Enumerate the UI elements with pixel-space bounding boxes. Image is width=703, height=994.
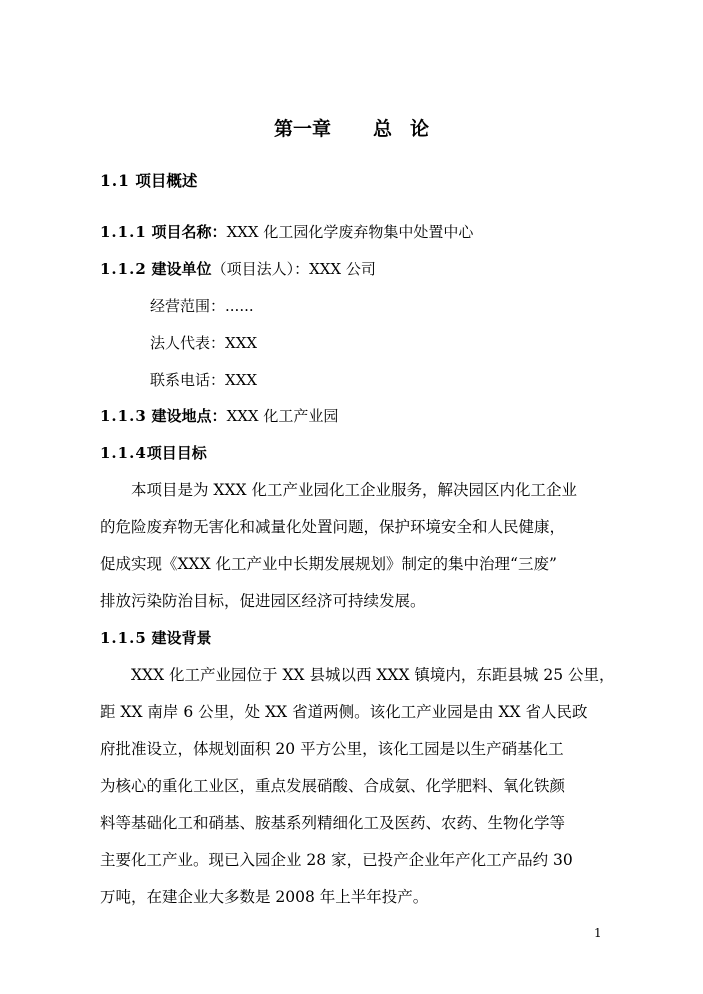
construction-location-line: 1.1.3 建设地点：XXX 化工产业园: [100, 407, 339, 425]
legal-representative-line: [150, 333, 257, 353]
goal-paragraph-line: 排放污染防治目标，促进园区经济可持续发展。: [100, 592, 426, 610]
legal-representative-label: 法人代表：: [150, 334, 226, 352]
background-paragraph-line: 距 XX 南岸 6 公里，处 XX 省道两侧。该化工产业园是由 XX 省人民政: [100, 703, 588, 721]
contact-phone-value: XXX: [225, 371, 258, 389]
background-paragraph-line: 府批准设立，体规划面积 20 平方公里，该化工园是以生产硝基化工: [100, 740, 564, 758]
background-paragraph-line: 主要化工产业。现已入园企业 28 家，已投产企业年产化工产品约 30: [100, 851, 573, 869]
project-name-label: 项目名称：: [151, 223, 227, 241]
goal-paragraph-line: 的危险废弃物无害化和减量化处置问题，保护环境安全和人民健康，: [100, 518, 566, 536]
background-paragraph-line: 万吨，在建企业大多数是 2008 年上半年投产。: [100, 888, 429, 906]
construction-unit-label: 建设单位: [151, 260, 212, 278]
legal-representative-value: XXX: [225, 334, 258, 352]
business-scope-label: 经营范围：: [150, 297, 226, 315]
construction-unit-line: 1.1.2 建设单位（项目法人）：XXX 公司: [100, 260, 376, 278]
section-heading-1-1: 1.1 项目概述: [100, 171, 198, 190]
construction-location-value: XXX 化工产业园: [226, 407, 339, 425]
chapter-title: [0, 114, 703, 141]
background-paragraph-line: 料等基础化工和硝基、胺基系列精细化工及医药、农药、生物化学等: [100, 814, 566, 832]
chapter-number: 第一章: [273, 118, 331, 140]
goal-paragraph-line: 促成实现《XXX 化工产业中长期发展规划》制定的集中治理“三废”: [100, 555, 557, 573]
construction-unit-value: （项目法人）：XXX 公司: [211, 260, 376, 278]
goal-paragraph-line: 本项目是为 XXX 化工产业园化工企业服务，解决园区内化工企业: [131, 481, 577, 499]
background-paragraph-line: XXX 化工产业园位于 XX 县城以西 XXX 镇境内，东距县城 25 公里，: [131, 666, 615, 684]
contact-phone-label: 联系电话：: [150, 371, 226, 389]
chapter-title-char-2: 论: [410, 118, 430, 140]
project-goal-heading: 1.1.4项目目标: [100, 444, 207, 462]
business-scope-line: [150, 296, 254, 316]
project-name-line: 1.1.1 项目名称：XXX 化工园化学废弃物集中处置中心: [100, 223, 474, 241]
page-number: 1: [594, 926, 602, 940]
project-name-value: XXX 化工园化学废弃物集中处置中心: [226, 223, 474, 241]
contact-phone-line: [150, 370, 257, 390]
construction-location-label: 建设地点：: [151, 407, 227, 425]
business-scope-value: ......: [225, 297, 254, 315]
chapter-title-char-1: 总: [372, 118, 392, 140]
background-paragraph-line: 为核心的重化工业区，重点发展硝酸、合成氨、化学肥料、氧化铁颜: [100, 777, 566, 795]
background-heading: 1.1.5 建设背景: [100, 629, 212, 647]
